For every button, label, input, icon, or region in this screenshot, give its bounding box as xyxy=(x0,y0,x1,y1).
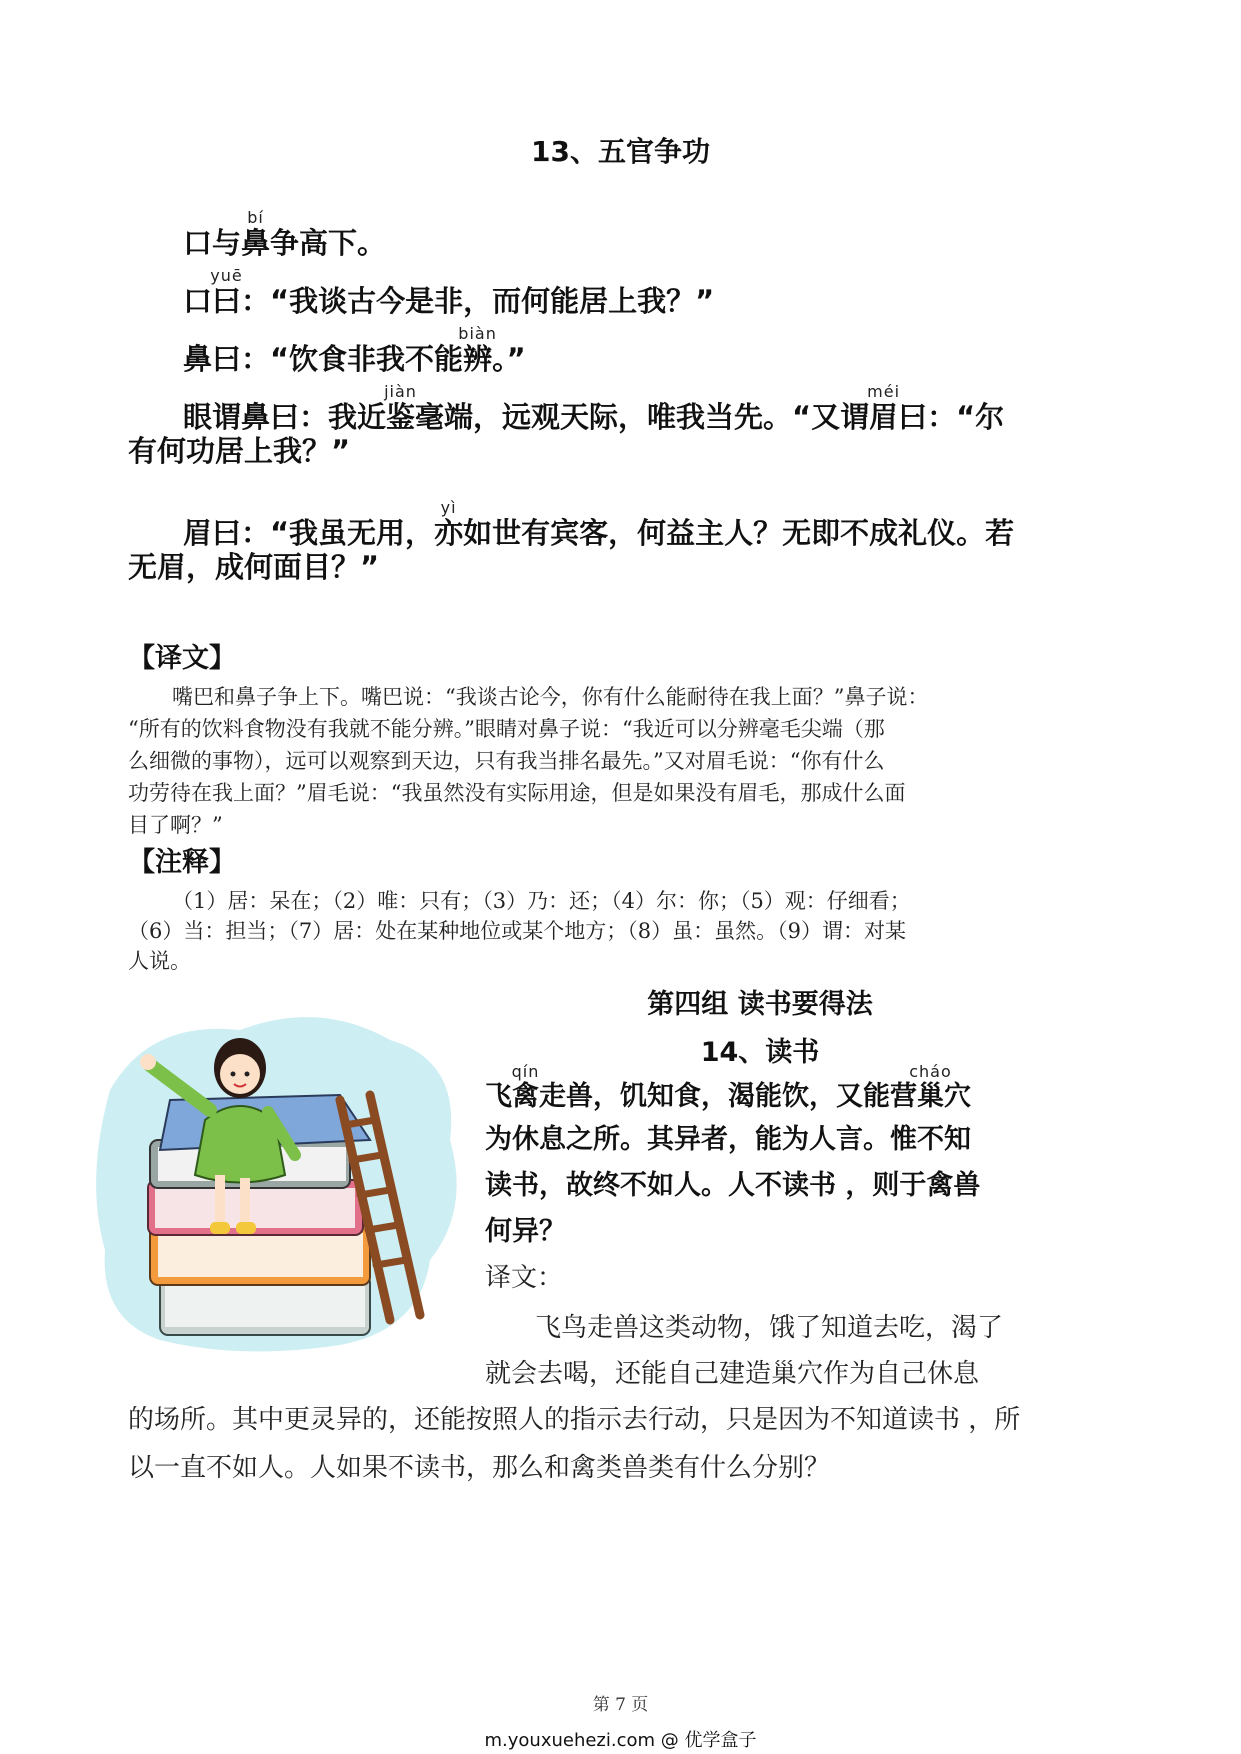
ruby-base: 巢 xyxy=(909,1081,952,1112)
text-seg: 眼谓鼻曰：我近 xyxy=(183,400,387,434)
ruby-char xyxy=(867,382,901,434)
lesson14-translation-line: 的场所。其中更灵异的，还能按照人的指示去行动，只是因为不知道读书 ，所 xyxy=(128,1405,1021,1435)
translation-heading: 【译文】 xyxy=(128,643,236,674)
notes-line: （1）居：呆在；（2）唯：只有；（3）乃：还；（4）尔：你；（5）观：仔细看； xyxy=(172,889,911,913)
text-seg: 口与 xyxy=(183,226,242,260)
notes-line: 人说。 xyxy=(128,949,191,973)
ruby-base: 禽 xyxy=(511,1081,540,1112)
ruby-char xyxy=(384,382,417,434)
lesson-title: 14、读书 xyxy=(700,1037,820,1068)
girl-face xyxy=(220,1054,260,1094)
text-seg: 争高下。 xyxy=(270,226,387,260)
translation-label: 译文： xyxy=(485,1263,564,1293)
ruby-char xyxy=(909,1062,952,1112)
text-seg: ：“我谈古今是非，而何能居上我？” xyxy=(241,284,715,318)
pinyin: jiàn xyxy=(384,382,417,401)
pinyin: bí xyxy=(241,208,271,227)
text-seg: 曰：“尔 xyxy=(898,400,1005,434)
text-seg: 走兽，饥知食，渴能饮，又能营 xyxy=(539,1081,917,1112)
page-title: 13、五官争功 xyxy=(531,135,710,168)
classical-line-5: 有何功居上我？” xyxy=(128,434,351,468)
translation-line: 目了啊？” xyxy=(128,813,223,837)
text-seg: 眉曰：“我虽无用， xyxy=(183,516,435,550)
translation-line: 么细微的事物），远可以观察到天边，只有我当排名最先。”又对眉毛说：“你有什么 xyxy=(128,749,885,773)
ruby-base: 亦 xyxy=(434,516,464,550)
text-seg: 毫端，远观天际，唯我当先。“又谓 xyxy=(415,400,870,434)
translation-line: 嘴巴和鼻子争上下。嘴巴说：“我谈古论今，你有什么能耐待在我上面？”鼻子说： xyxy=(172,685,929,709)
ruby-base: 辨 xyxy=(458,342,497,376)
translation-line: “所有的饮料食物没有我就不能分辨。”眼睛对鼻子说：“我近可以分辨毫毛尖端（那 xyxy=(128,717,885,741)
notes-heading: 【注释】 xyxy=(128,847,236,878)
group-title: 第四组 读书要得法 xyxy=(647,989,873,1020)
book-pink-pages xyxy=(155,1188,355,1228)
page-number: 第 7 页 xyxy=(592,1695,649,1715)
ruby-base: 鼻 xyxy=(241,226,271,260)
book-orange-pages xyxy=(158,1233,363,1277)
lesson14-line-2: 为休息之所。其异者，能为人言。惟不知 xyxy=(485,1124,971,1155)
lesson14-line-4: 何异？ xyxy=(485,1216,566,1247)
ruby-base: 曰 xyxy=(210,284,243,318)
pinyin: méi xyxy=(867,382,901,401)
classical-line-1 xyxy=(183,210,386,258)
text-seg: 口 xyxy=(183,284,213,318)
lesson14-translation-line: 以一直不如人。人如果不读书，那么和禽类兽类有什么分别？ xyxy=(128,1453,831,1483)
footer-watermark: m.youxuehezi.com @ 优学盒子 xyxy=(484,1730,757,1751)
classical-line-6 xyxy=(183,500,1014,548)
book-bottom-pages xyxy=(165,1283,365,1327)
ruby-base: 鉴 xyxy=(384,400,417,434)
ruby-char xyxy=(434,498,464,550)
text-seg: 穴 xyxy=(944,1081,971,1112)
text-seg: 如世有宾客，何益主人？无即不成礼仪。若 xyxy=(463,516,1015,550)
translation-line: 功劳待在我上面？”眉毛说：“我虽然没有实际用途，但是如果没有眉毛，那成什么面 xyxy=(128,781,906,805)
ruby-char xyxy=(241,208,271,260)
pinyin: cháo xyxy=(909,1062,952,1081)
classical-line-2 xyxy=(183,268,714,316)
ruby-char xyxy=(511,1062,540,1112)
pinyin: biàn xyxy=(458,324,497,343)
classical-line-7: 无眉，成何面目？” xyxy=(128,550,380,584)
notes-line: （6）当：担当；（7）居：处在某种地位或某个地方；（8）虽：虽然。（9）谓：对某 xyxy=(128,919,906,943)
girl-reading-illustration xyxy=(90,1000,470,1360)
pinyin: qín xyxy=(511,1062,540,1081)
text-seg: 鼻曰：“饮食非我不能 xyxy=(183,342,464,376)
pinyin: yuē xyxy=(210,266,243,285)
lesson14-line-3: 读书，故终不如人。人不读书 ，则于禽兽 xyxy=(485,1170,981,1201)
ruby-char xyxy=(458,324,497,376)
classical-line-3 xyxy=(183,326,526,374)
ruby-base: 眉 xyxy=(867,400,901,434)
text-seg: 飞 xyxy=(485,1081,512,1112)
classical-line-4 xyxy=(183,384,1004,432)
ruby-char xyxy=(210,266,243,318)
pinyin: yì xyxy=(434,498,464,517)
text-seg: 。” xyxy=(492,342,526,376)
lesson14-translation-line: 飞鸟走兽这类动物，饿了知道去吃，渴了 xyxy=(535,1313,1004,1343)
lesson14-translation-line: 就会去喝，还能自己建造巢穴作为自己休息 xyxy=(485,1359,980,1389)
